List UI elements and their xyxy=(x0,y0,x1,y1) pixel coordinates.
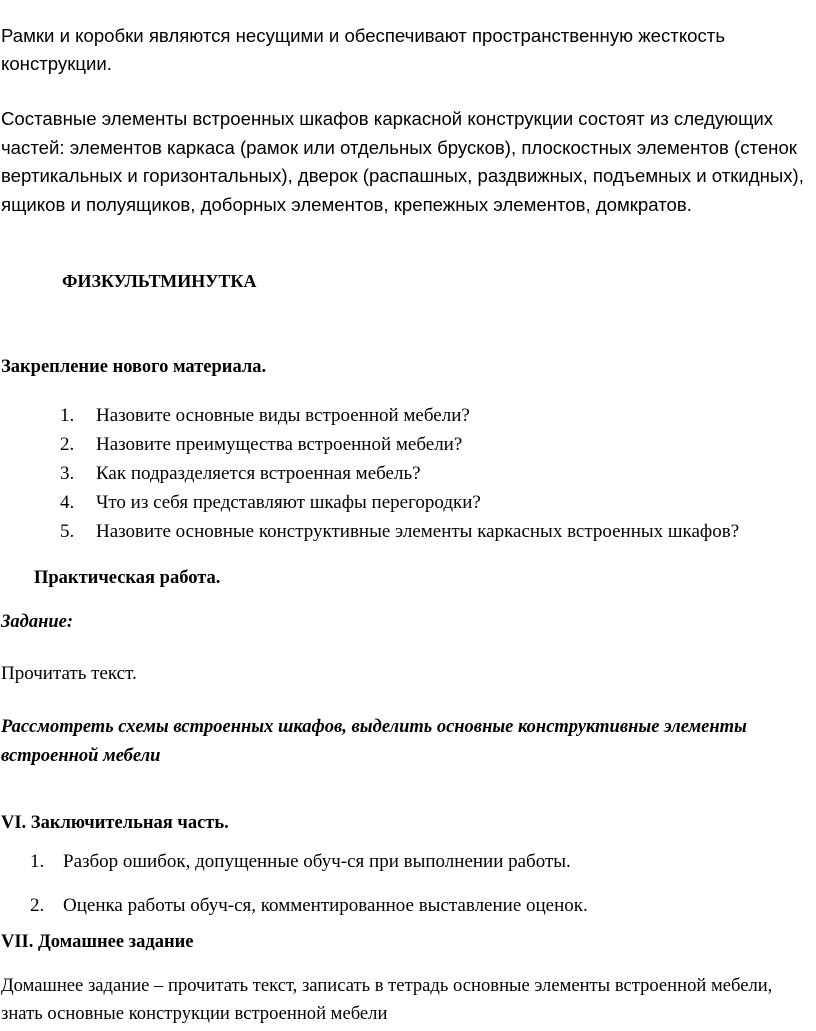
examine-schemes-instruction: Рассмотреть схемы встроенных шкафов, выделить основные конструктивные элементы встроенной мебели xyxy=(1,717,747,766)
list-item xyxy=(0,401,816,430)
task-label: Задание: xyxy=(1,612,74,632)
list-number: 1. xyxy=(30,851,45,872)
paragraph-frames: Рамки и коробки являются несущими и обеспечивают пространственную жесткость конструкции. xyxy=(1,25,726,74)
list-number: 2. xyxy=(60,434,75,455)
list-item xyxy=(0,488,816,517)
questions-list xyxy=(0,401,816,546)
list-text: Оценка работы обуч-ся, комментированное выставление оценок. xyxy=(63,895,588,916)
list-text: Назовите основные конструктивные элементы каркасных встроенных шкафов? xyxy=(96,521,740,542)
read-text-instruction: Прочитать текст. xyxy=(1,663,137,684)
list-number: 5. xyxy=(60,521,75,542)
list-text: Назовите преимущества встроенной мебели? xyxy=(96,434,463,455)
heading-homework: VII. Домашнее задание xyxy=(1,932,194,952)
list-number: 4. xyxy=(60,492,75,513)
heading-practical-work: Практическая работа. xyxy=(34,568,221,588)
list-number: 1. xyxy=(60,405,75,426)
heading-fizkultminutka: ФИЗКУЛЬТМИНУТКА xyxy=(62,271,257,291)
list-item xyxy=(0,459,816,488)
homework-text: Домашнее задание – прочитать текст, записать в тетрадь основные элементы встроенной мебели, знать основные конструкции встроенной мебели xyxy=(1,975,773,1024)
heading-consolidation: Закрепление нового материала. xyxy=(1,357,267,377)
list-text: Что из себя представляют шкафы перегородки? xyxy=(96,492,481,513)
list-item xyxy=(0,517,816,546)
list-number: 3. xyxy=(60,463,75,484)
heading-final-part: VI. Заключительная часть. xyxy=(1,813,229,833)
list-text: Как подразделяется встроенная мебель? xyxy=(96,463,421,484)
list-text: Разбор ошибок, допущенные обуч-ся при выполнении работы. xyxy=(63,851,571,872)
paragraph-components: Составные элементы встроенных шкафов каркасной конструкции состоят из следующих частей: элементов каркаса (рамок или отдельных брусков), плоскостных элементов (стенок вертикальных и горизонтальных), дверок (распашных, раздвижных, подъемных и откидных), ящиков и полуящиков, доборных элементов, крепежных элементов, домкратов. xyxy=(1,108,804,215)
list-text: Назовите основные виды встроенной мебели? xyxy=(96,405,470,426)
list-number: 2. xyxy=(30,895,45,916)
list-item xyxy=(0,430,816,459)
